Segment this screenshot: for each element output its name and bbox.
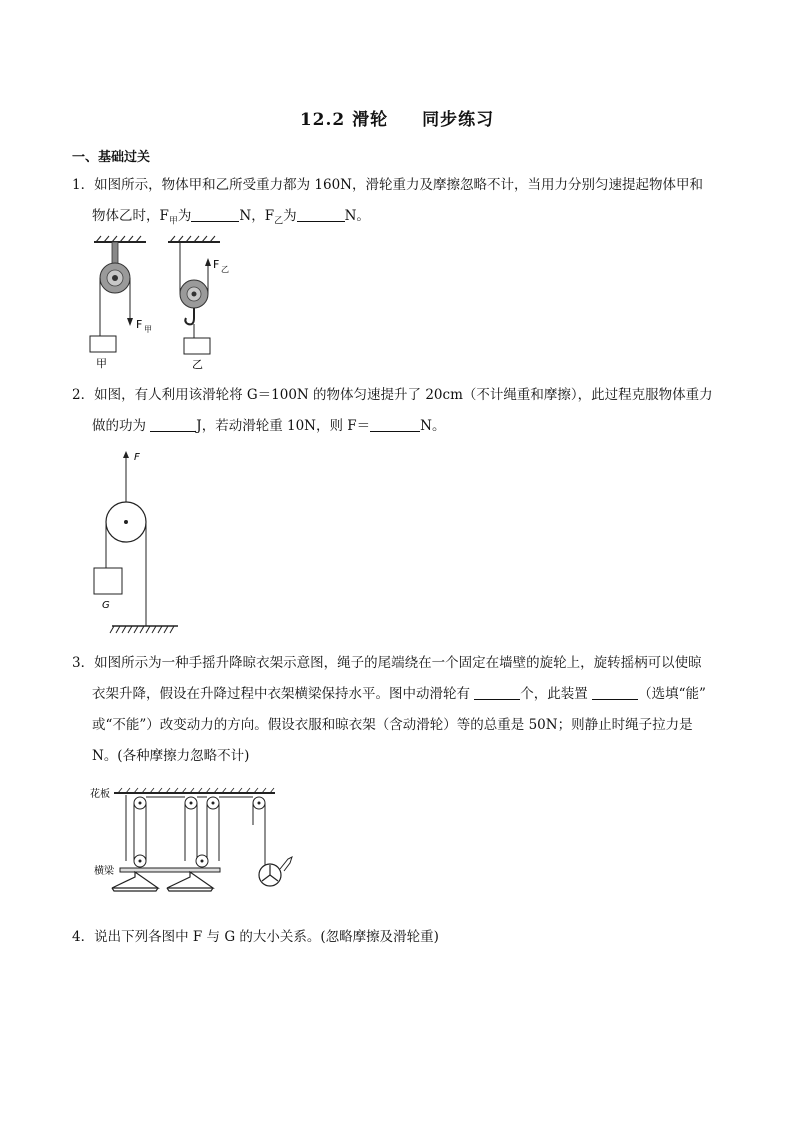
question-text: 做的功为: [92, 418, 151, 434]
question-number: 2．: [72, 387, 95, 403]
question-text: 说出下列各图中 F 与 G 的大小关系。(忽略摩擦及滑轮重): [94, 929, 439, 945]
question-text: 个，此装置: [520, 686, 593, 702]
ground-hatch: [110, 626, 174, 633]
question-number: 3．: [72, 655, 95, 671]
question-text: N。(各种摩擦力忽略不计): [92, 748, 250, 764]
question-text: （选填“能”: [638, 686, 706, 702]
question-text: 为: [177, 208, 192, 224]
question-text: 衣架升降，假设在升降过程中衣架横梁保持水平。图中动滑轮有: [92, 686, 475, 702]
weight-box: [94, 568, 122, 594]
question-text: 如图，有人利用该滑轮将 G＝100N 的物体匀速提升了 20cm（不计绳重和摩擦），此过程克服物体重力: [94, 387, 713, 403]
force-label-a: F: [136, 318, 143, 331]
force-label-b-sub: 乙: [221, 265, 229, 274]
question-text: N。: [344, 208, 370, 224]
question-4: [72, 922, 732, 953]
answer-blank[interactable]: [474, 685, 520, 700]
subscript: 乙: [274, 216, 284, 227]
question-text: 为: [283, 208, 297, 224]
question-2: [72, 380, 732, 442]
clothes-rack-figure: [90, 785, 290, 900]
title-part2: 同步练习: [422, 110, 495, 130]
beam-label: 横梁: [94, 866, 114, 877]
page-title: [0, 105, 794, 130]
question-text: J，若动滑轮重 10N，则 F＝: [196, 418, 371, 434]
answer-blank[interactable]: [592, 685, 638, 700]
object-jia: [90, 336, 116, 352]
object-label-a: 甲: [96, 357, 107, 370]
question-3: [72, 648, 732, 772]
weight-label: G: [102, 600, 110, 611]
section-title: 一、基础过关: [72, 150, 151, 165]
force-arrow-icon: [205, 258, 211, 266]
object-yi: [184, 338, 210, 354]
object-label-b: 乙: [192, 358, 203, 371]
question-text: 如图所示为一种手摇升降晾衣架示意图，绳子的尾端绕在一个固定在墙壁的旋轮上，旋转摇柄可以使晾: [94, 655, 702, 671]
question-1: [72, 170, 732, 238]
force-label-b: F: [213, 258, 220, 271]
question-text: 如图所示，物体甲和乙所受重力都为 160N，滑轮重力及摩擦忽略不计，当用力分别匀速提起物体甲和: [94, 177, 703, 193]
ceiling-label: 花板: [90, 789, 110, 800]
question-text: 物体乙时，F: [92, 208, 169, 224]
answer-blank[interactable]: [150, 417, 196, 432]
title-part1: 12.2 滑轮: [299, 110, 389, 130]
question-text: 或“不能”）改变动力的方向。假设衣服和晾衣架（含动滑轮）等的总重是 50N；则静止时绳子拉力是: [92, 717, 693, 733]
hanger-icon: [112, 872, 158, 891]
hanger-icon: [167, 872, 213, 891]
question-number: 1．: [72, 177, 95, 193]
hook-icon: [185, 308, 194, 324]
subscript: 甲: [168, 216, 178, 227]
answer-blank[interactable]: [191, 207, 239, 222]
answer-blank[interactable]: [297, 207, 345, 222]
pulley-figure-1: [88, 238, 258, 373]
question-number: 4．: [72, 929, 95, 945]
answer-blank[interactable]: [370, 417, 420, 432]
question-text: N，F: [239, 208, 275, 224]
question-text: N。: [420, 418, 446, 434]
force-arrow-icon: [127, 318, 133, 326]
force-arrow-icon: [123, 451, 129, 458]
pulley-figure-2: [88, 448, 188, 638]
force-label-a-sub: 甲: [144, 325, 152, 334]
crank-handle-icon: [280, 857, 292, 871]
force-label: F: [134, 452, 140, 463]
